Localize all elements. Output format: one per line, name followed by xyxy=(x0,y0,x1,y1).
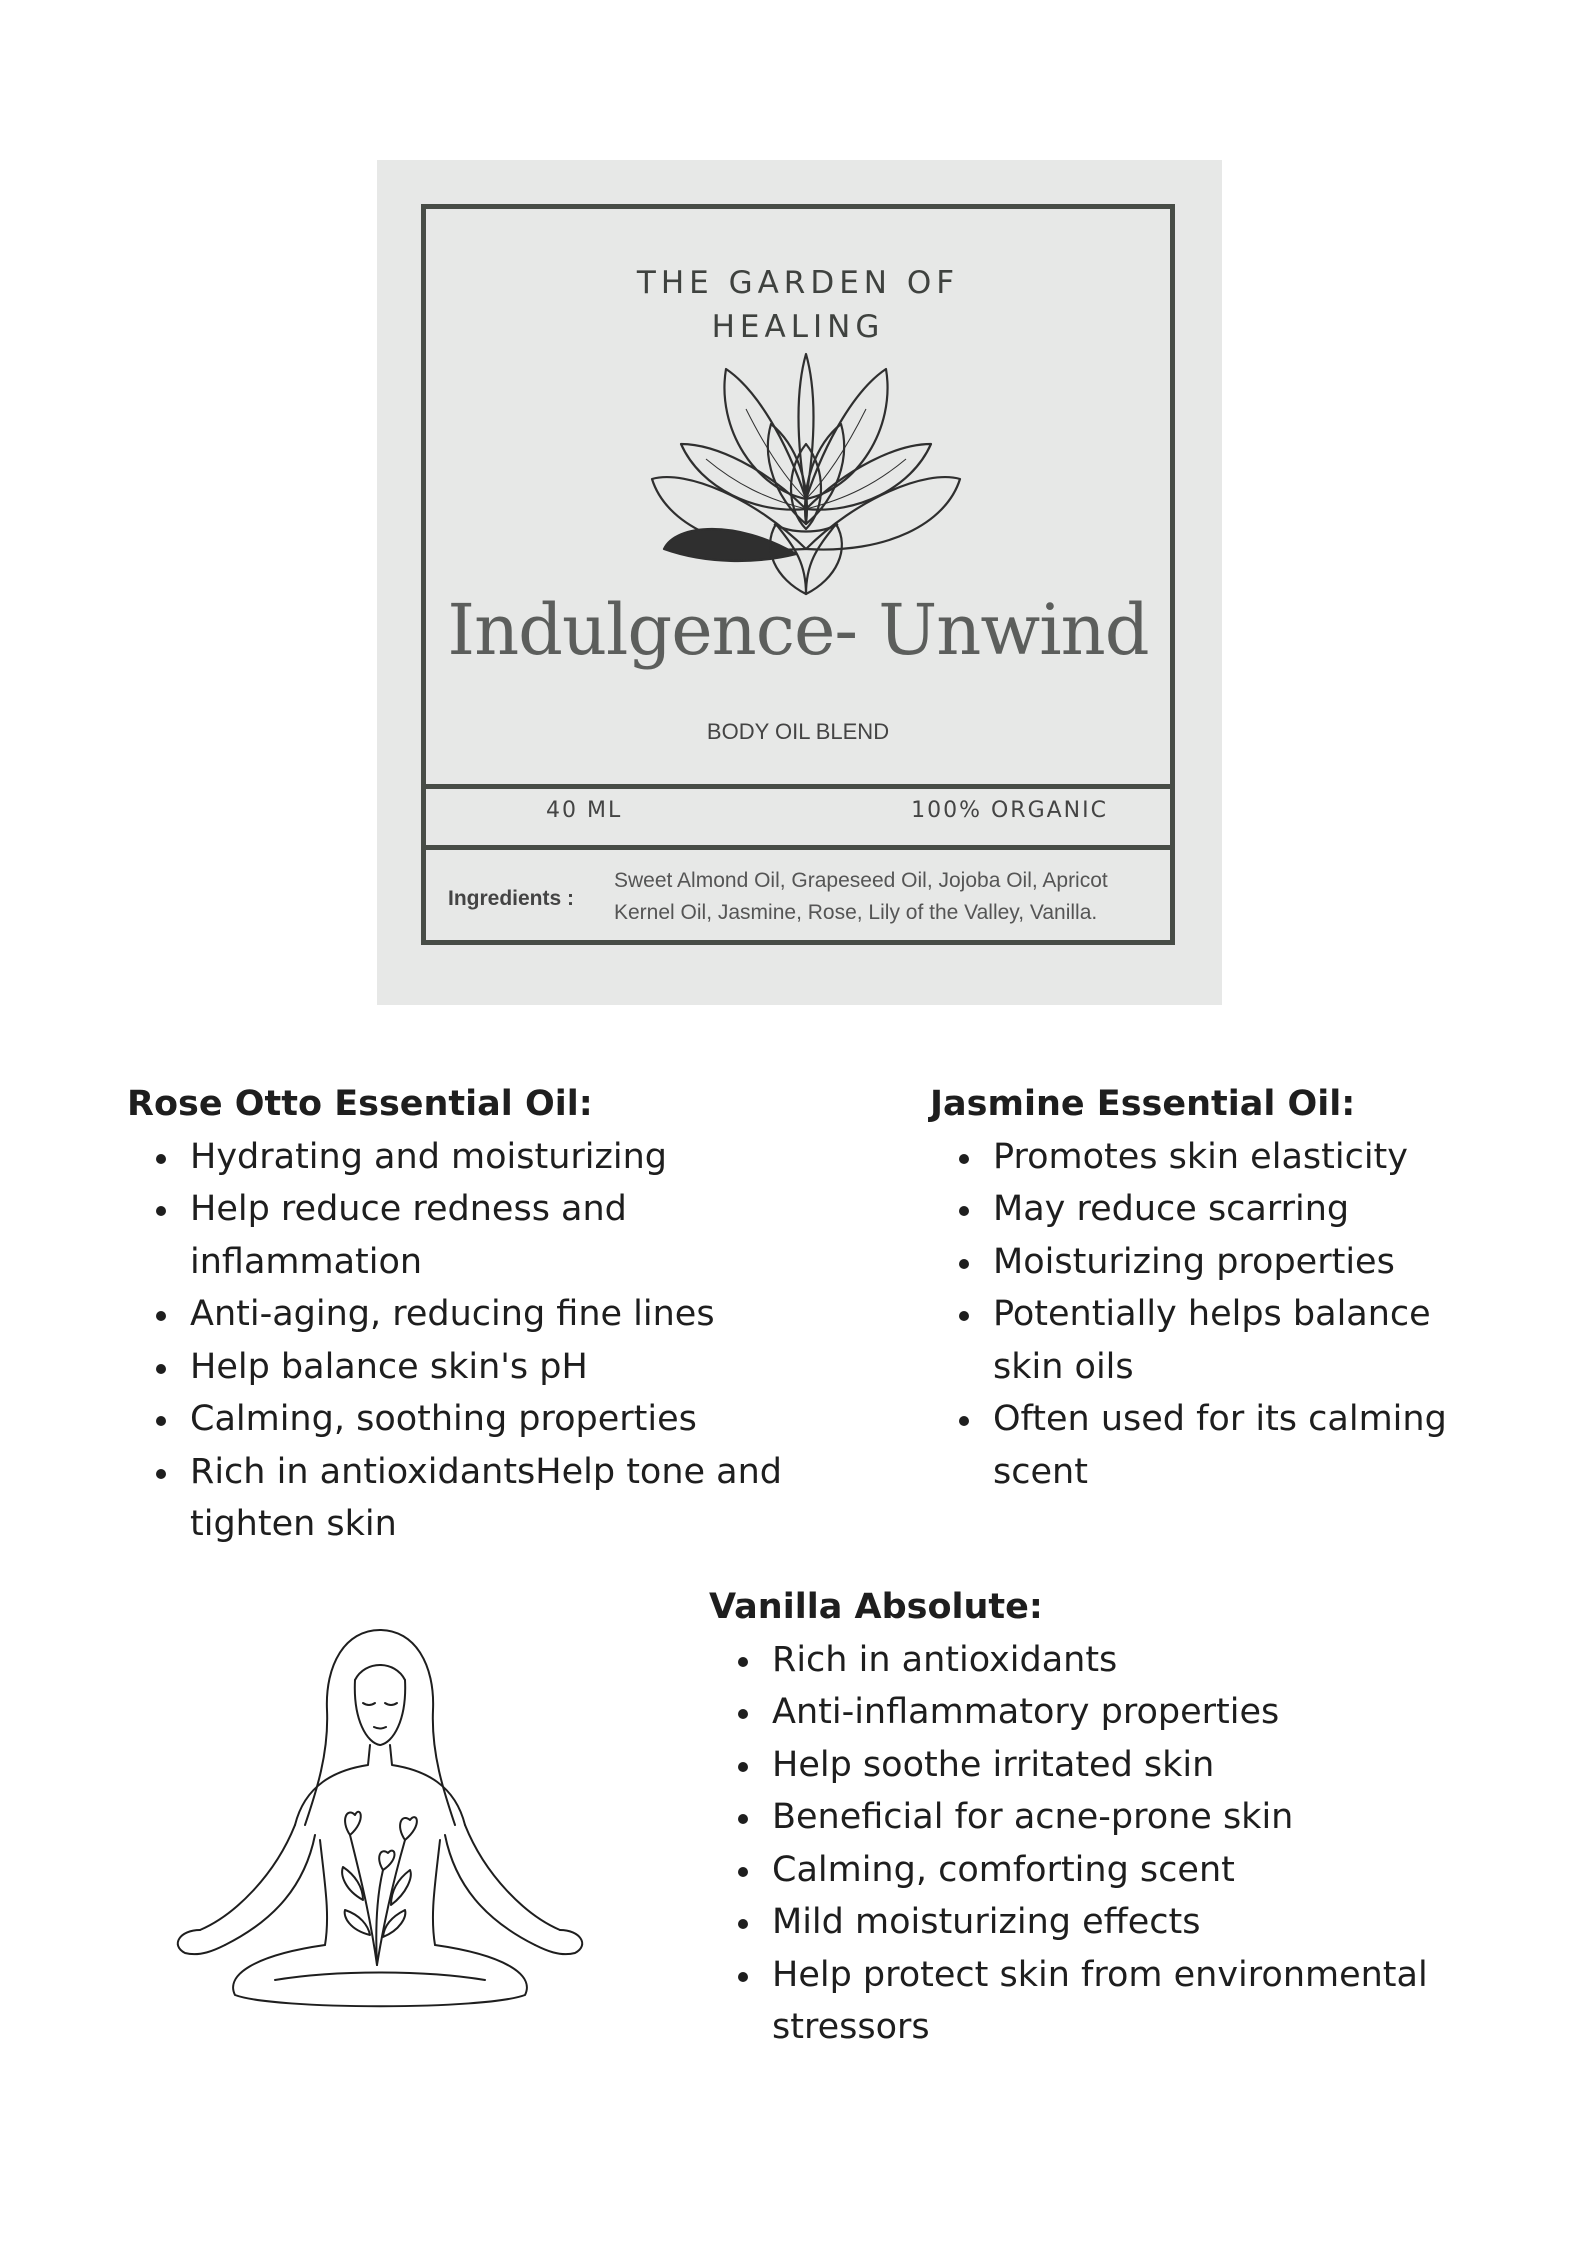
benefits-list xyxy=(709,1634,1469,2054)
section-heading: Rose Otto Essential Oil: xyxy=(127,1084,593,1124)
vanilla-section xyxy=(709,1581,1469,2054)
list-item: Often used for its calming scent xyxy=(930,1393,1490,1498)
label-divider xyxy=(426,784,1170,789)
list-item: Potentially helps balance skin oils xyxy=(930,1288,1490,1393)
list-item: Help protect skin from environmental stressors xyxy=(709,1949,1469,2054)
list-item: Help reduce redness and inflammation xyxy=(127,1183,807,1288)
ingredients-label: Ingredients : xyxy=(448,887,575,910)
list-item: May reduce scarring xyxy=(930,1183,1490,1236)
list-item: Moisturizing properties xyxy=(930,1236,1490,1289)
benefits-list xyxy=(930,1131,1490,1499)
lotus-flower-icon xyxy=(646,349,966,609)
organic-text: 100% ORGANIC xyxy=(911,798,1108,823)
label-frame xyxy=(421,204,1175,945)
product-name: Indulgence- Unwind xyxy=(447,589,1149,671)
volume-text: 40 ML xyxy=(546,798,623,823)
product-label-image xyxy=(377,160,1222,1005)
product-type: BODY OIL BLEND xyxy=(706,719,890,744)
list-item: Promotes skin elasticity xyxy=(930,1131,1490,1184)
list-item: Help balance skin's pH xyxy=(127,1341,807,1394)
jasmine-section xyxy=(930,1078,1490,1498)
section-heading: Vanilla Absolute: xyxy=(709,1587,1043,1627)
list-item: Calming, comforting scent xyxy=(709,1844,1469,1897)
ingredients-text: Sweet Almond Oil, Grapeseed Oil, Jojoba Oil, Apricot Kernel Oil, Jasmine, Rose, Lily of the Valley, Vanilla. xyxy=(614,869,1108,924)
list-item: Rich in antioxidantsHelp tone and tighten skin xyxy=(127,1446,807,1551)
list-item: Mild moisturizing effects xyxy=(709,1896,1469,1949)
list-item: Rich in antioxidants xyxy=(709,1634,1469,1687)
rose-otto-section xyxy=(127,1078,807,1551)
list-item: Help soothe irritated skin xyxy=(709,1739,1469,1792)
list-item: Calming, soothing properties xyxy=(127,1393,807,1446)
list-item: Anti-aging, reducing fine lines xyxy=(127,1288,807,1341)
brand-name: THE GARDEN OF HEALING xyxy=(636,265,960,345)
section-heading: Jasmine Essential Oil: xyxy=(930,1084,1356,1124)
benefits-list xyxy=(127,1131,807,1551)
list-item: Beneficial for acne-prone skin xyxy=(709,1791,1469,1844)
list-item: Anti-inflammatory properties xyxy=(709,1686,1469,1739)
label-divider xyxy=(426,845,1170,850)
meditating-woman-icon xyxy=(155,1625,605,2015)
list-item: Hydrating and moisturizing xyxy=(127,1131,807,1184)
